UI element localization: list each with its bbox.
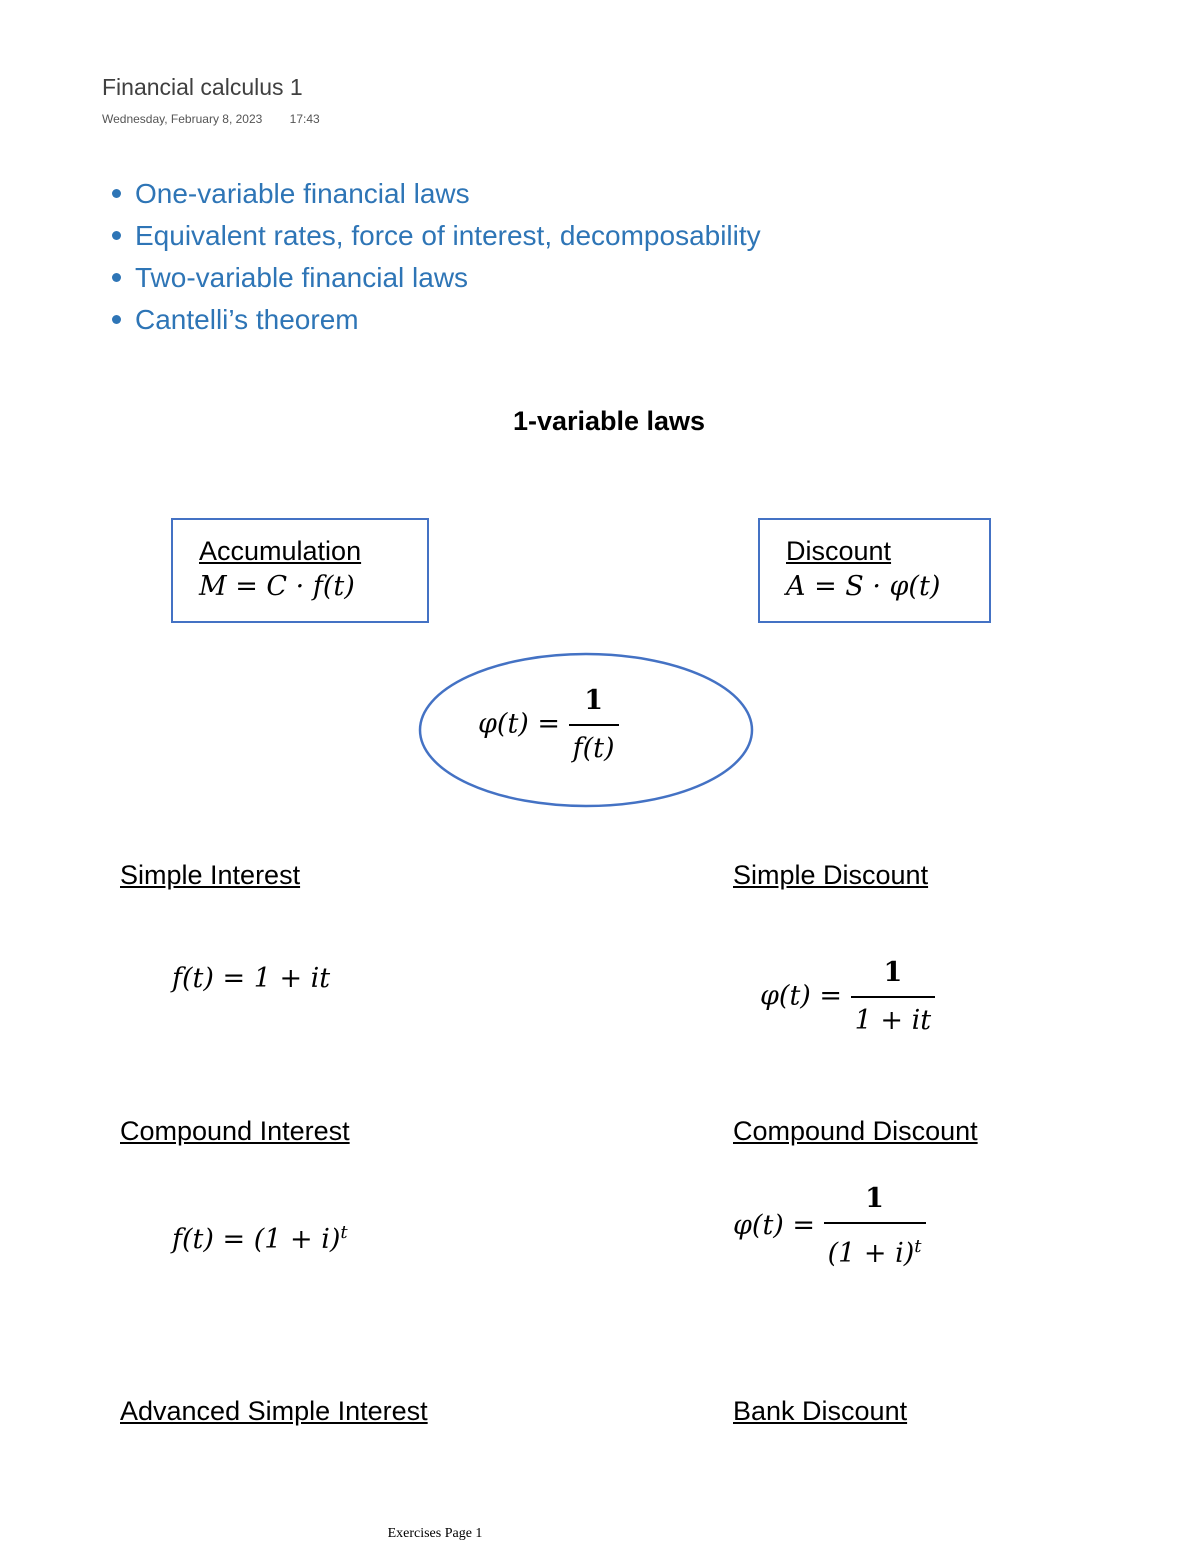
compound-discount-denominator [824, 1224, 926, 1273]
discount-formula: A = S · φ(t) [786, 571, 941, 602]
outline-item [112, 260, 761, 302]
outline-item [112, 218, 761, 260]
simple-discount-numerator: 1 [851, 954, 935, 998]
outline-list [112, 176, 761, 344]
relation-formula [478, 682, 619, 768]
simple-discount-fraction [851, 954, 935, 1040]
compound-discount-fraction [824, 1180, 926, 1273]
page-time: 17:43 [289, 112, 320, 126]
discount-label: Discount [786, 536, 892, 566]
accumulation-label: Accumulation [199, 536, 362, 566]
outline-item-text: One-variable financial laws [135, 178, 470, 209]
compound-discount-denominator-base: (1 + i) [827, 1238, 915, 1269]
page-timestamp [102, 112, 320, 126]
relation-denominator: f(t) [572, 733, 615, 764]
simple-interest-formula: f(t) = 1 + it [172, 963, 331, 994]
relation-fraction [569, 682, 619, 768]
compound-discount-formula [733, 1180, 926, 1273]
simple-discount-heading: Simple Discount [733, 860, 929, 890]
bullet-icon [112, 189, 121, 198]
bullet-icon [112, 273, 121, 282]
outline-item-text: Equivalent rates, force of interest, decomposability [135, 220, 761, 251]
bullet-icon [112, 315, 121, 324]
outline-item [112, 176, 761, 218]
page-date: Wednesday, February 8, 2023 [102, 112, 263, 126]
simple-discount-formula [760, 954, 935, 1040]
relation-numerator: 1 [569, 682, 619, 726]
compound-interest-exponent: t [340, 1222, 348, 1243]
compound-interest-base: f(t) = (1 + i) [172, 1224, 341, 1255]
compound-interest-formula [172, 1214, 348, 1259]
accumulation-formula: M = C · f(t) [199, 571, 355, 602]
simple-discount-denominator: 1 + it [854, 1005, 932, 1036]
accumulation-box [171, 518, 429, 623]
discount-box [758, 518, 991, 623]
compound-discount-numerator: 1 [824, 1180, 926, 1224]
bank-discount-heading: Bank Discount [733, 1396, 908, 1426]
advanced-simple-interest-heading: Advanced Simple Interest [120, 1396, 428, 1426]
simple-discount-lhs: φ(t) = [760, 980, 843, 1012]
outline-item [112, 302, 761, 344]
section-heading: 1-variable laws [512, 406, 706, 436]
compound-discount-lhs: φ(t) = [733, 1210, 816, 1241]
simple-interest-heading: Simple Interest [120, 860, 301, 890]
compound-discount-heading: Compound Discount [733, 1116, 978, 1146]
page-footer: Exercises Page 1 [387, 1526, 483, 1541]
outline-item-text: Cantelli’s theorem [135, 304, 359, 335]
page-title: Financial calculus 1 [102, 74, 303, 100]
compound-discount-exponent: t [914, 1236, 922, 1257]
compound-interest-heading: Compound Interest [120, 1116, 350, 1146]
bullet-icon [112, 231, 121, 240]
relation-lhs: φ(t) = [478, 708, 561, 740]
outline-item-text: Two-variable financial laws [135, 262, 469, 293]
